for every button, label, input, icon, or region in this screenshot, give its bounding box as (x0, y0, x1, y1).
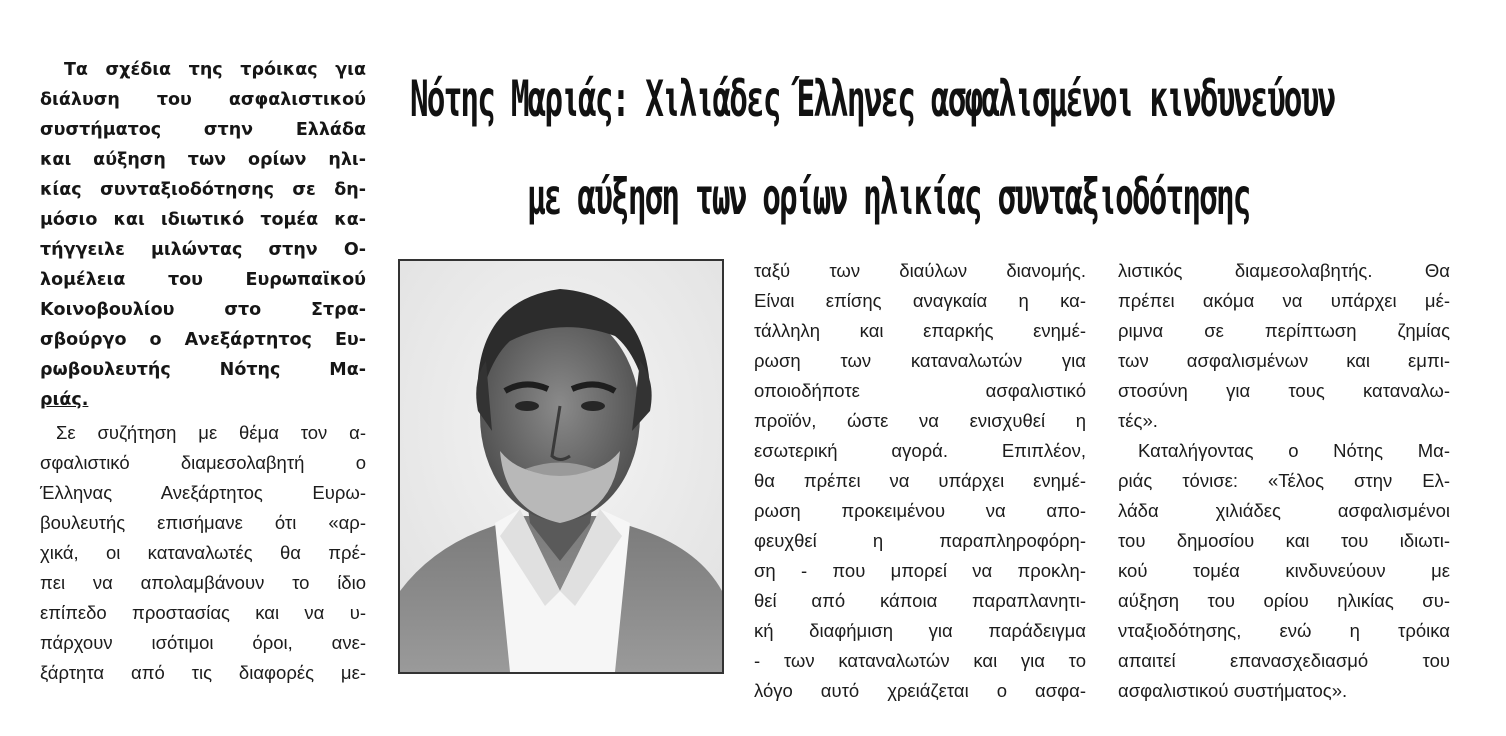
body-line: προϊόν, ώστε να ενισχυθεί η (754, 410, 1086, 431)
lead-line: συστήματος στην Ελλάδα (40, 120, 366, 140)
body-line: σφαλιστικό διαμεσολαβητή ο (40, 452, 366, 473)
body-line: Έλληνας Ανεξάρτητος Ευρω- (40, 482, 366, 503)
body-line: πει να απολαμβάνουν το ίδιο (40, 572, 366, 593)
body-line: οποιοδήποτε ασφαλιστικό (754, 380, 1086, 401)
body-line: τάλληλη και επαρκής ενημέ- (754, 320, 1086, 341)
body-line: θα πρέπει να υπάρχει ενημέ- (754, 470, 1086, 491)
lead-line: διάλυση του ασφαλιστικού (40, 90, 366, 110)
body-line: λάδα χιλιάδες ασφαλισμένοι (1118, 500, 1450, 521)
portrait-photo (398, 259, 724, 674)
body-line: θεί από κάποια παραπλανητι- (754, 590, 1086, 611)
body-line: πάρχουν ισότιμοι όροι, ανε- (40, 632, 366, 653)
body-line: ξάρτητα από τις διαφορές με- (40, 662, 366, 683)
lead-line: και αύξηση των ορίων ηλι- (40, 150, 366, 170)
body-line: ρωση προκειμένου να απο- (754, 500, 1086, 521)
body-line: Είναι επίσης αναγκαία η κα- (754, 290, 1086, 311)
body-line: λιστικός διαμεσολαβητής. Θα (1118, 260, 1450, 281)
body-line: κού τομέα κινδυνεύουν με (1118, 560, 1450, 581)
body-line: ταξύ των διαύλων διανομής. (754, 260, 1086, 281)
body-line: απαιτεί επανασχεδιασμό του (1118, 650, 1450, 671)
lead-line: τήγγειλε μιλώντας στην Ο- (40, 240, 366, 260)
body-line: πρέπει ακόμα να υπάρχει μέ- (1118, 290, 1450, 311)
body-line: Σε συζήτηση με θέμα τον α- (56, 422, 366, 443)
body-line: ση - που μπορεί να προκλη- (754, 560, 1086, 581)
lead-line: Τα σχέδια της τρόικας για (64, 60, 366, 80)
portrait-illustration (400, 261, 722, 672)
body-line: ρωση των καταναλωτών για (754, 350, 1086, 371)
body-line: κή διαφήμιση για παράδειγμα (754, 620, 1086, 641)
body-line: Καταλήγοντας ο Νότης Μα- (1138, 440, 1450, 461)
lead-line: λομέλεια του Ευρωπαϊκού (40, 270, 366, 290)
body-line: νταξιοδότησης, ενώ η τρόικα (1118, 620, 1450, 641)
body-line: λόγο αυτό χρειάζεται ο ασφα- (754, 680, 1086, 701)
headline-line-1: Νότης Μαριάς: Χιλιάδες Έλληνες ασφαλισμένοι κινδυνεύουν (410, 70, 1335, 128)
body-line: ριμνα σε περίπτωση ζημίας (1118, 320, 1450, 341)
body-line: των ασφαλισμένων και εμπι- (1118, 350, 1450, 371)
body-line: φευχθεί η παραπληροφόρη- (754, 530, 1086, 551)
lead-line: ριάς. (40, 390, 89, 410)
headline-line-2: με αύξηση των ορίων ηλικίας συνταξιοδότησης (527, 168, 1250, 226)
body-line: του δημοσίου και του ιδιωτι- (1118, 530, 1450, 551)
body-line: εσωτερική αγορά. Επιπλέον, (754, 440, 1086, 461)
lead-line: κίας συνταξιοδότησης σε δη- (40, 180, 366, 200)
body-line: στοσύνη για τους καταναλω- (1118, 380, 1450, 401)
body-line: βουλευτής επισήμανε ότι «αρ- (40, 512, 366, 533)
lead-line: σβούργο ο Ανεξάρτητος Ευ- (40, 330, 366, 350)
body-line: ριάς τόνισε: «Τέλος στην Ελ- (1118, 470, 1450, 491)
lead-line: μόσιο και ιδιωτικό τομέα κα- (40, 210, 366, 230)
body-line: τές». (1118, 410, 1158, 431)
body-line: αύξηση του ορίου ηλικίας συ- (1118, 590, 1450, 611)
body-line: - των καταναλωτών και για το (754, 650, 1086, 671)
lead-line: ρωβουλευτής Νότης Μα- (40, 360, 366, 380)
body-line: ασφαλιστικού συστήματος». (1118, 680, 1348, 701)
body-line: χικά, οι καταναλωτές θα πρέ- (40, 542, 366, 563)
body-line: επίπεδο προστασίας και να υ- (40, 602, 366, 623)
lead-line: Κοινοβουλίου στο Στρα- (40, 300, 366, 320)
